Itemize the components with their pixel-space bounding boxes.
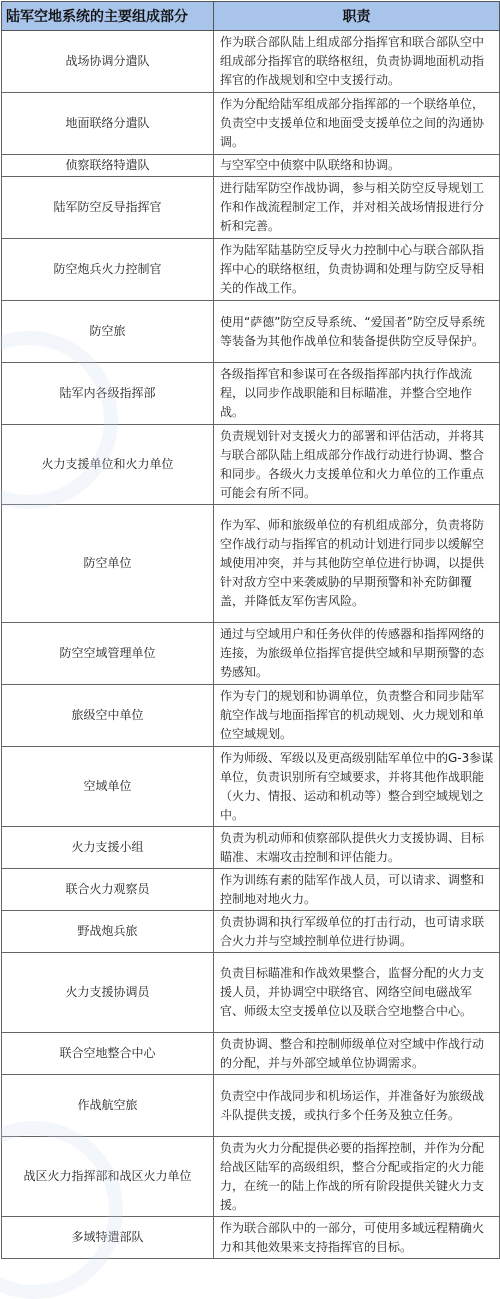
duty-cell: 作为训练有素的陆军作战人员，可以请求、调整和控制地对地火力。 — [214, 869, 500, 911]
table-row — [2, 93, 500, 155]
unit-name-cell: 野战炮兵旅 — [2, 911, 214, 953]
duty-cell: 作为陆军陆基防空反导火力控制中心与联合部队指挥中心的联络枢纽，负责协调和处理与防空反导相关的作战工作。 — [214, 239, 500, 301]
unit-name-cell: 空域单位 — [2, 747, 214, 827]
duty-cell: 负责规划针对支援火力的部署和评估活动，并将其与联合部队陆上组成部分作战行动进行协调、整合和同步。各级火力支援单位和火力单位的工作重点可能会有所不同。 — [214, 425, 500, 505]
unit-name-cell: 联合空地整合中心 — [2, 1033, 214, 1075]
unit-name-cell: 防空旅 — [2, 301, 214, 363]
responsibility-table — [1, 1, 500, 1259]
table-row — [2, 505, 500, 623]
table-row — [2, 31, 500, 93]
table-row — [2, 685, 500, 747]
unit-name-cell: 战场协调分遣队 — [2, 31, 214, 93]
table-row — [2, 155, 500, 177]
unit-name-cell: 旅级空中单位 — [2, 685, 214, 747]
duty-cell: 进行陆军防空作战协调，参与相关防空反导规划工作和作战流程制定工作，并对相关战场情报进行分析和完善。 — [214, 177, 500, 239]
unit-name-cell: 防空单位 — [2, 505, 214, 623]
unit-name-cell: 侦察联络特遣队 — [2, 155, 214, 177]
header-component: 陆军空地系统的主要组成部分 — [2, 2, 214, 31]
table-row — [2, 1217, 500, 1259]
unit-name-cell: 联合火力观察员 — [2, 869, 214, 911]
table-row — [2, 827, 500, 869]
unit-name-cell: 作战航空旅 — [2, 1075, 214, 1137]
duty-cell: 负责目标瞄准和作战效果整合，监督分配的火力支援人员，并协调空中联络官、网络空间电磁战军官、师级太空支援单位以及联合空地整合中心。 — [214, 953, 500, 1033]
table-row — [2, 1033, 500, 1075]
unit-name-cell: 陆军内各级指挥部 — [2, 363, 214, 425]
duty-cell: 作为专门的规划和协调单位，负责整合和同步陆军航空作战与地面指挥官的机动规划、火力规划和单位空域规划。 — [214, 685, 500, 747]
unit-name-cell: 火力支援小组 — [2, 827, 214, 869]
table-header-row — [2, 2, 500, 31]
table-row — [2, 239, 500, 301]
duty-cell: 负责为机动师和侦察部队提供火力支援协调、目标瞄准、末端攻击控制和评估能力。 — [214, 827, 500, 869]
table-row — [2, 911, 500, 953]
unit-name-cell: 防空空域管理单位 — [2, 623, 214, 685]
table-row — [2, 747, 500, 827]
table-row — [2, 869, 500, 911]
table-row — [2, 953, 500, 1033]
table-row — [2, 301, 500, 363]
duty-cell: 负责空中作战同步和机场运作，并准备好为旅级战斗队提供支援，或执行多个任务及独立任务。 — [214, 1075, 500, 1137]
unit-name-cell: 多域特遣部队 — [2, 1217, 214, 1259]
table-row — [2, 1137, 500, 1217]
duty-cell: 负责协调、整合和控制师级单位对空域中作战行动的分配，并与外部空域单位协调需求。 — [214, 1033, 500, 1075]
unit-name-cell: 战区火力指挥部和战区火力单位 — [2, 1137, 214, 1217]
header-duty: 职责 — [214, 2, 500, 31]
unit-name-cell: 地面联络分遣队 — [2, 93, 214, 155]
duty-cell: 作为师级、军级以及更高级别陆军单位中的G-3参谋单位，负责识别所有空域要求，并将其他作战职能（火力、情报、运动和机动等）整合到空域规划之中。 — [214, 747, 500, 827]
table-row — [2, 1075, 500, 1137]
duty-cell: 负责为火力分配提供必要的指挥控制，并作为分配给战区陆军的高级组织，整合分配或指定的火力能力，在统一的陆上作战的所有阶段提供关键火力支援。 — [214, 1137, 500, 1217]
table-row — [2, 623, 500, 685]
duty-cell: 各级指挥官和参谋可在各级指挥部内执行作战流程，以同步作战职能和目标瞄准，并整合空地作战。 — [214, 363, 500, 425]
duty-cell: 与空军空中侦察中队联络和协调。 — [214, 155, 500, 177]
duty-cell: 作为联合部队陆上组成部分指挥官和联合部队空中组成部分指挥官的联络枢纽，负责协调地面机动指挥官的作战规划和空中支援行动。 — [214, 31, 500, 93]
duty-cell: 作为分配给陆军组成部分指挥部的一个联络单位，负责空中支援单位和地面受支援单位之间的沟通协调。 — [214, 93, 500, 155]
duty-cell: 使用“萨德”防空反导系统、“爱国者”防空反导系统等装备为其他作战单位和装备提供防空反导保护。 — [214, 301, 500, 363]
duty-cell: 作为军、师和旅级单位的有机组成部分，负责将防空作战行动与指挥官的机动计划进行同步以缓解空域使用冲突，并与其他防空单位进行协调，以提供针对敌方空中来袭威胁的早期预警和补充防御覆盖，并降低友军伤害风险。 — [214, 505, 500, 623]
table-row — [2, 177, 500, 239]
duty-cell: 负责协调和执行军级单位的打击行动，也可请求联合火力并与空域控制单位进行协调。 — [214, 911, 500, 953]
unit-name-cell: 火力支援单位和火力单位 — [2, 425, 214, 505]
duty-cell: 通过与空域用户和任务伙伴的传感器和指挥网络的连接，为旅级单位指挥官提供空域和早期预警的态势感知。 — [214, 623, 500, 685]
unit-name-cell: 陆军防空反导指挥官 — [2, 177, 214, 239]
unit-name-cell: 防空炮兵火力控制官 — [2, 239, 214, 301]
unit-name-cell: 火力支援协调员 — [2, 953, 214, 1033]
table-row — [2, 363, 500, 425]
table-row — [2, 425, 500, 505]
duty-cell: 作为联合部队中的一部分，可使用多域远程精确火力和其他效果来支持指挥官的目标。 — [214, 1217, 500, 1259]
